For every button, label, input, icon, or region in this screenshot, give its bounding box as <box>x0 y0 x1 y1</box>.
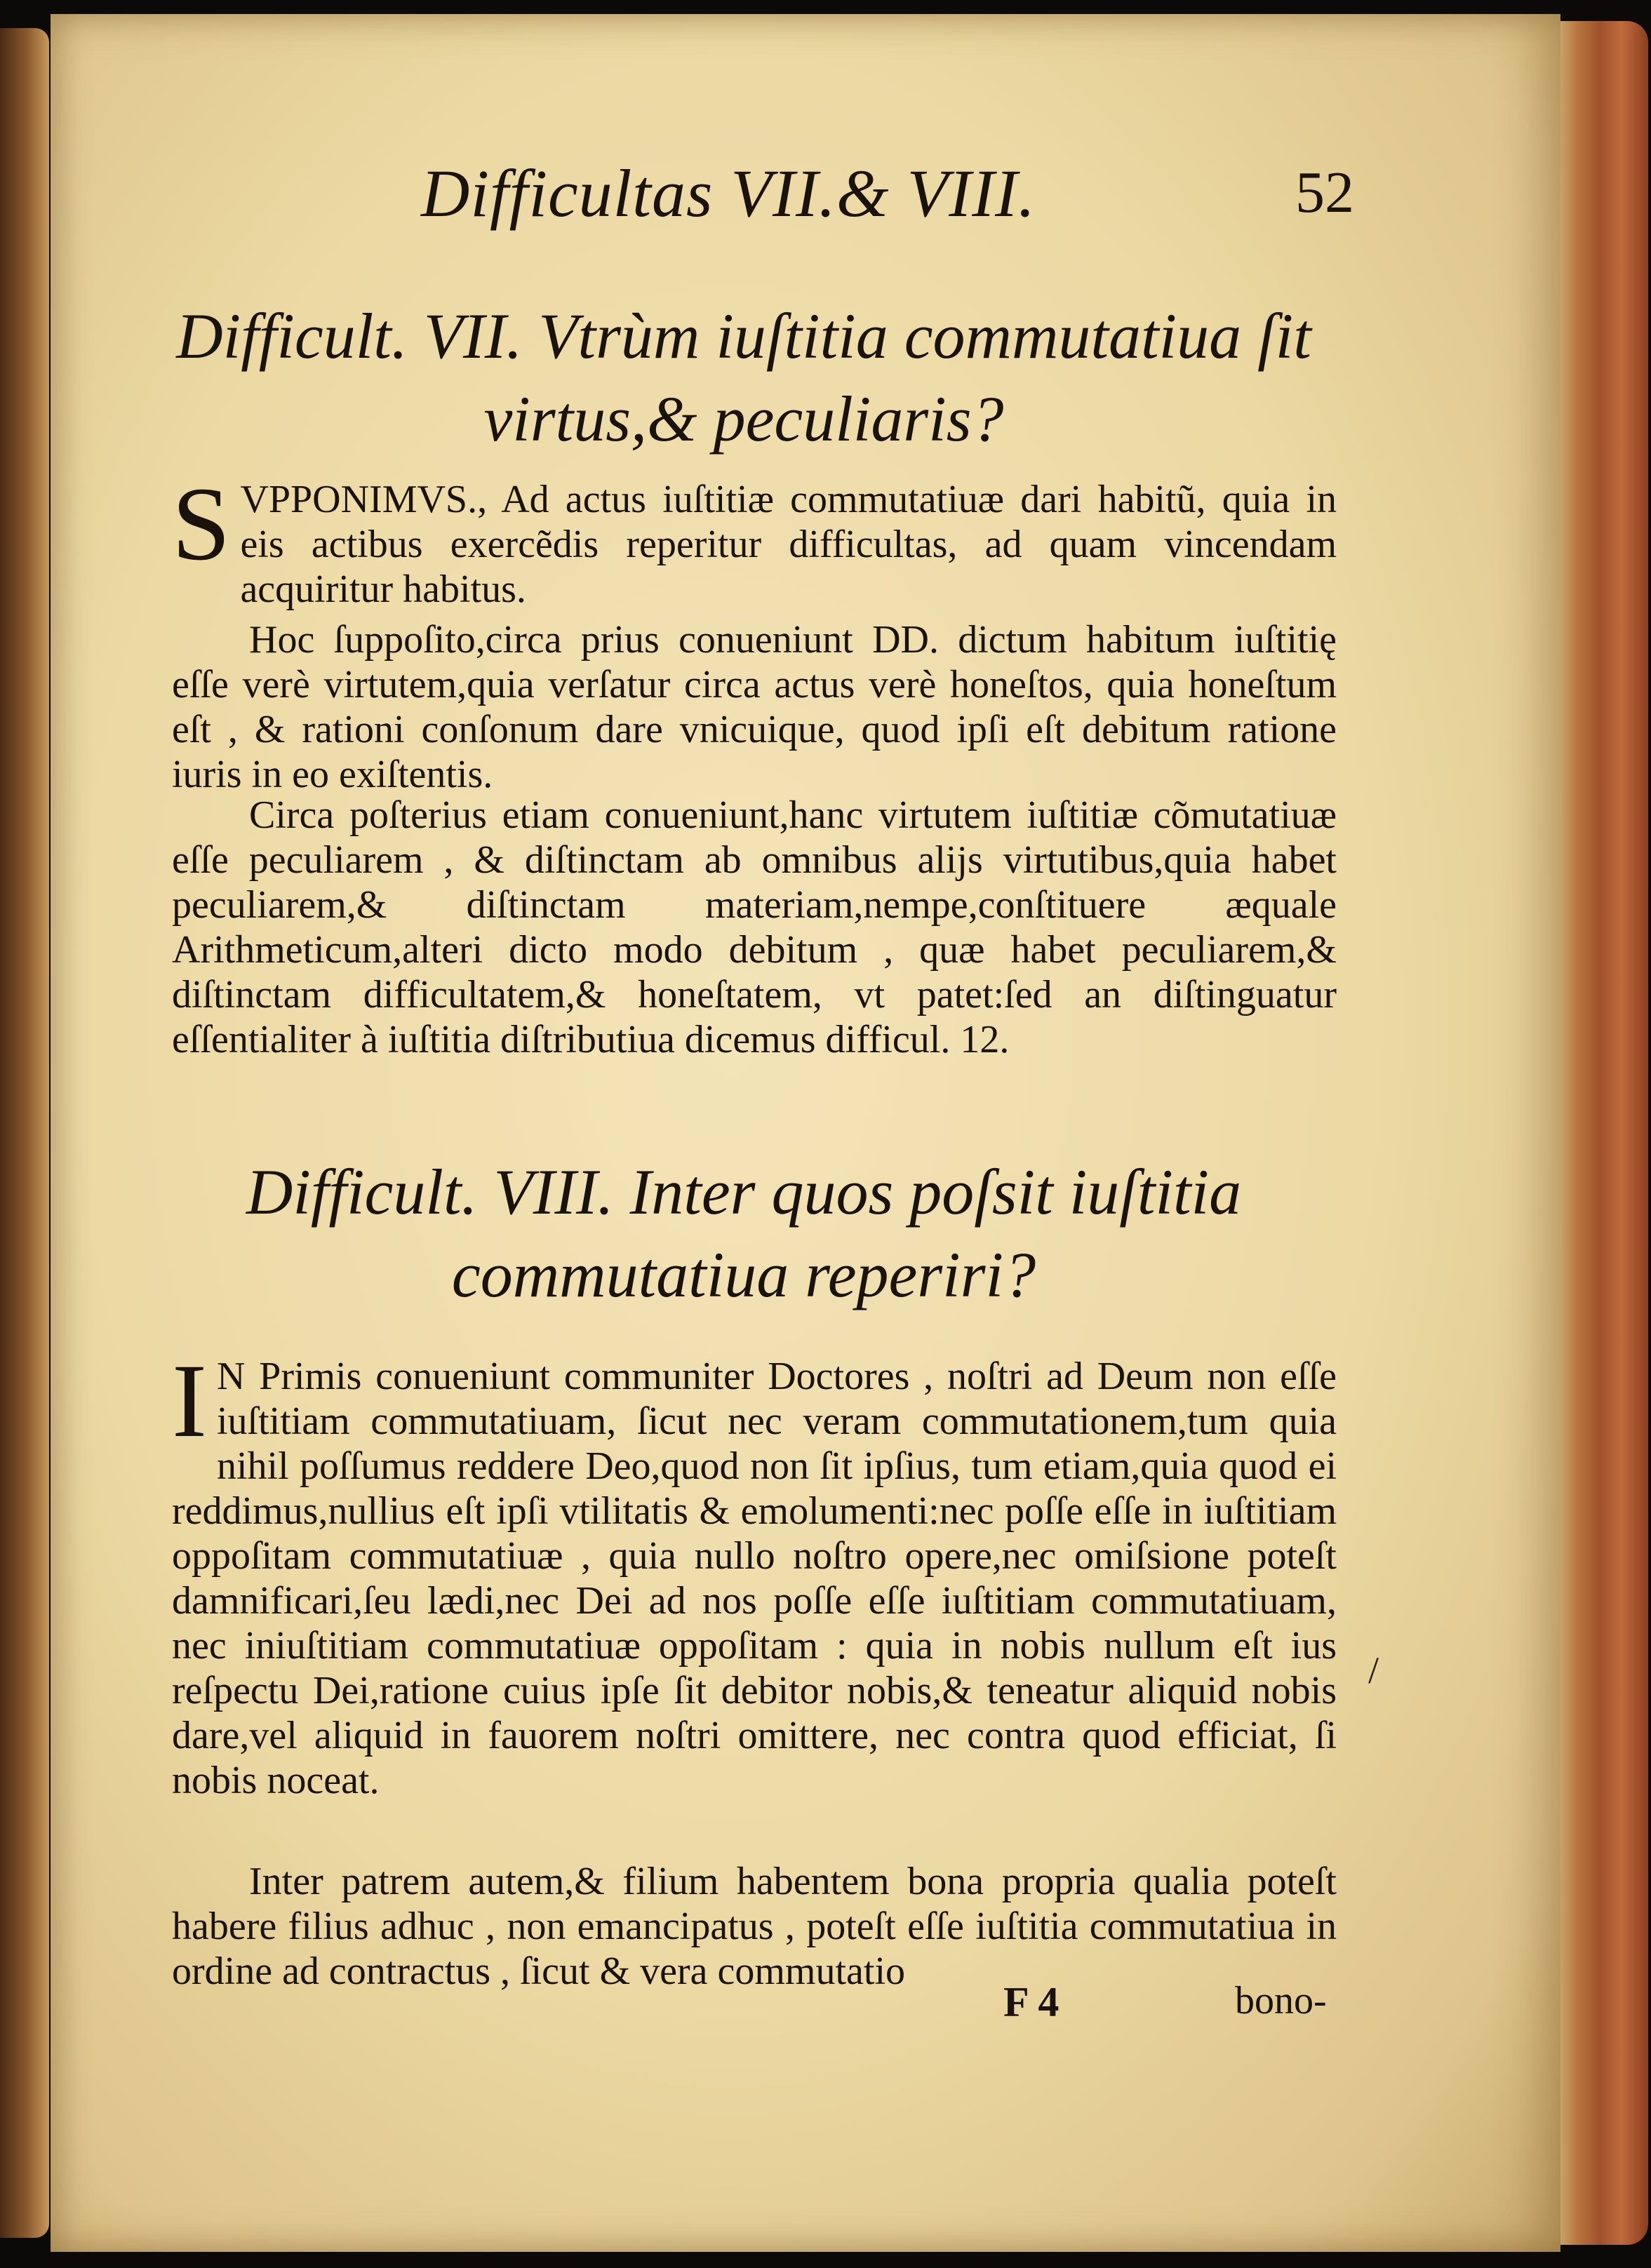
section-8-heading: Difficult. VIII. Inter quos poſsit iuſtitia commutatiua reperiri? <box>246 1156 1242 1310</box>
page-fore-edge <box>1560 21 1648 2245</box>
section-8-paragraph-1 <box>172 1343 1337 1803</box>
section-7-paragraph-2: Hoc ſuppoſito,circa prius conueniunt DD. dictum habitum iuſtitię eſſe verè virtutem,quia verſatur circa actus verè honeſtos, quia honeſtum eſt , & rationi conſonum dare vnicuique, quod ipſi eſt debitum ratione iuris in eo exiſtentis. <box>172 618 1337 796</box>
drop-cap: I <box>172 1343 207 1459</box>
signature-mark: F 4 <box>1003 1979 1060 2025</box>
left-page-edge <box>0 28 49 2238</box>
drop-cap: S <box>172 466 231 582</box>
running-title: Difficultas VII.& VIII. <box>421 156 1036 231</box>
running-head <box>421 154 1354 239</box>
paragraph-text: N Primis conueniunt communiter Doctores , noſtri ad Deum non eſſe iuſtitiam commutatiuam, ſicut nec veram commutationem,tum quia nihil poſſumus reddere Deo,quod non ſit ipſius, tum etiam,quia quod ei reddimus,nullius eſt ipſi vtilitatis & emolumenti:nec poſſe eſſe in iuſtitiam oppoſitam commutatiuæ , quia nullo noſtro opere,nec omiſsione poteſt damnificari,ſeu lædi,nec Dei ad nos poſſe eſſe iuſtitiam commutatiuam, nec iniuſtitiam commutatiuæ oppoſitam : quia in nobis nullum eſt ius reſpectu Dei,ratione cuius ipſe ſit debitor nobis,& teneatur aliquid nobis dare,vel aliquid in fauorem noſtri omittere, nec contra quod efficiat, ſi nobis noceat. <box>172 1355 1337 1802</box>
page-number: 52 <box>1295 160 1354 225</box>
section-7-paragraph-3: Circa poſterius etiam conueniunt,hanc virtutem iuſtitiæ cõmutatiuæ eſſe peculiarem , & diſtinctam ab omnibus alijs virtutibus,quia habet peculiarem,& diſtinctam materiam,nempe,conſtituere æquale Arithmeticum,alteri dicto modo debitum , quæ habet peculiarem,& diſtinctam difficultatem,& honeſtatem, vt patet:ſed an diſtinguatur eſſentialiter à iuſtitia diſtributiua dicemus difficul. 12. <box>172 793 1337 1061</box>
marginal-mark: / <box>1368 1649 1379 1691</box>
section-7-heading: Difficult. VII. Vtrùm iuſtitia commutatiua ſit virtus,& peculiaris? <box>176 300 1311 455</box>
section-8-paragraph-2: Inter patrem autem,& filium habentem bona propria qualia poteſt habere filius adhuc , non emancipatus , poteſt eſſe iuſtitia commutatiua in ordine ad contractus , ſicut & vera commutatio <box>172 1860 1337 1993</box>
catchword: bono- <box>1235 1979 1327 2022</box>
section-7-paragraph-1 <box>172 466 1337 612</box>
paragraph-text: VPPONIMVS., Ad actus iuſtitiæ commutatiuæ dari habitũ, quia in eis actibus exercẽdis reperitur difficultas, ad quam vincendam acquiritur habitus. <box>240 478 1337 611</box>
